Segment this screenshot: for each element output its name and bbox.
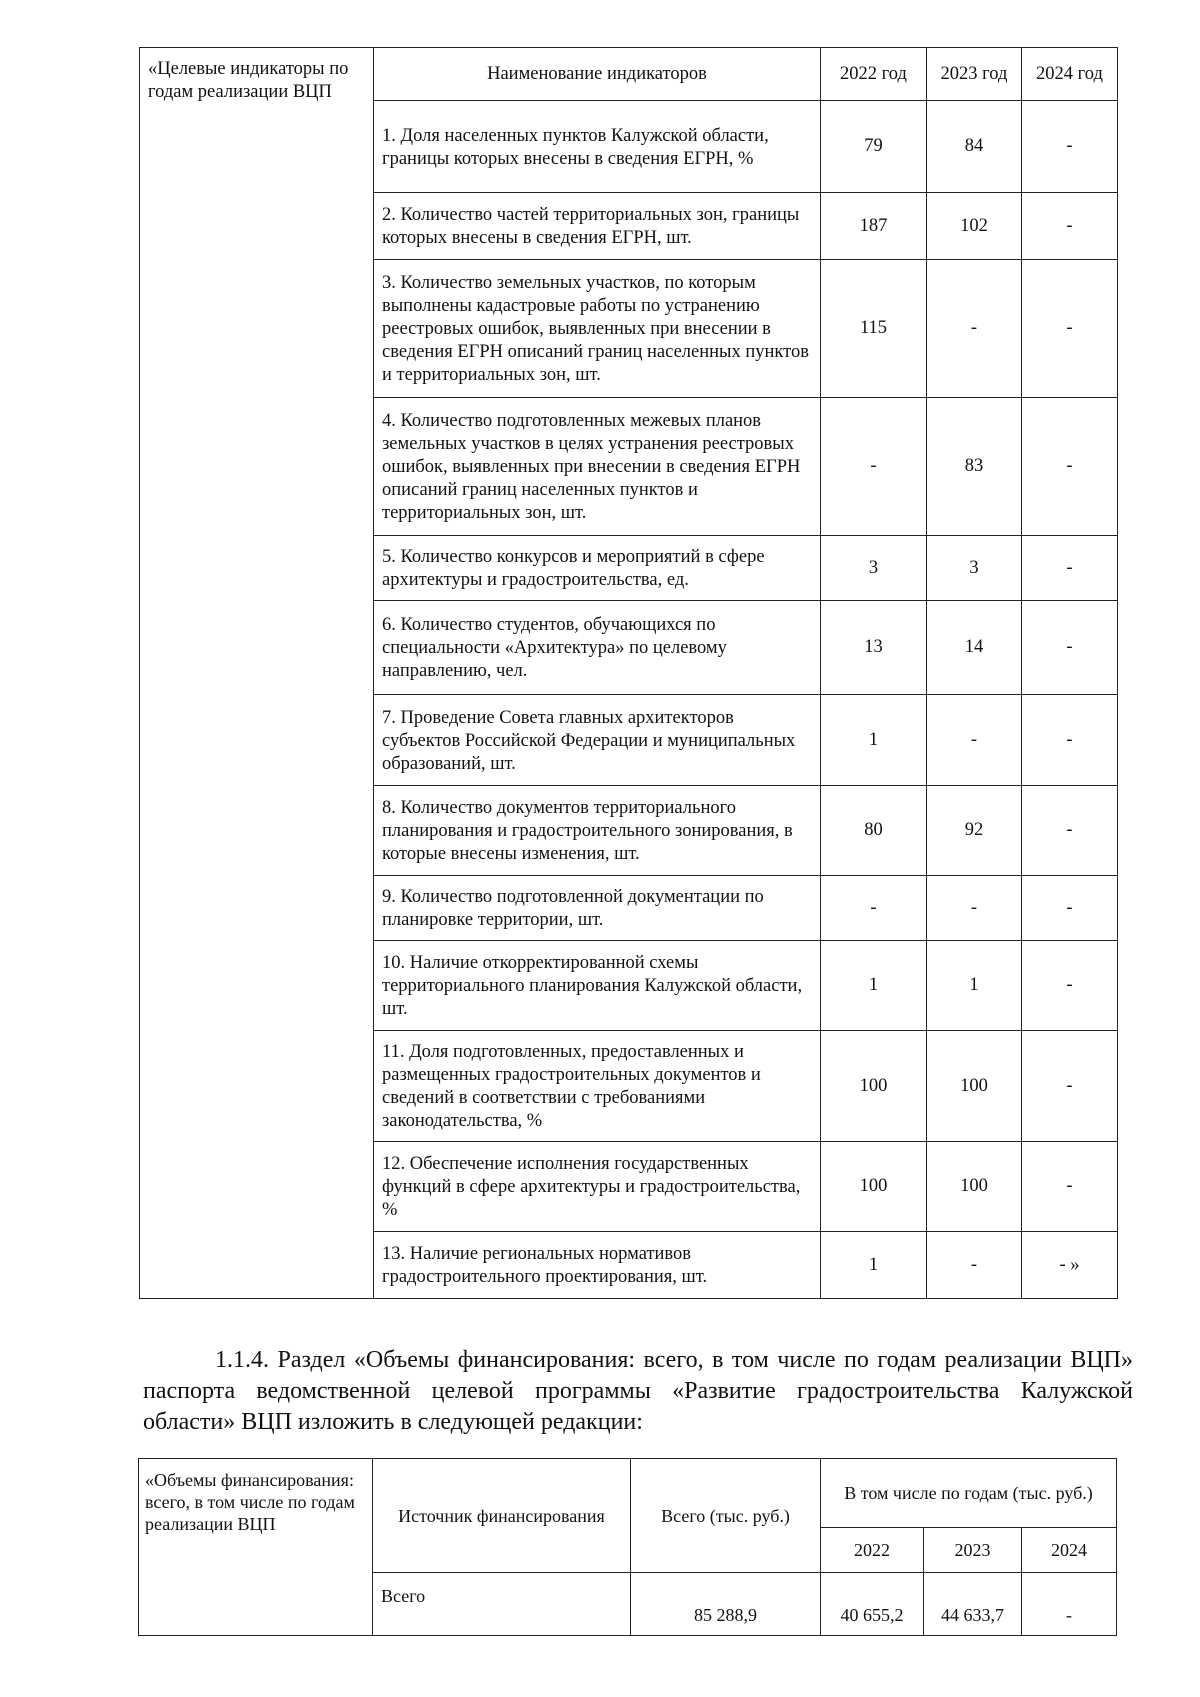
indicator-name: 7. Проведение Совета главных архитекторов субъектов Российской Федерации и муниципальных образований, шт. — [374, 695, 821, 786]
indicator-name: 13. Наличие региональных нормативов градостроительного проектирования, шт. — [374, 1232, 821, 1299]
indicator-value-2024: - — [1022, 1031, 1118, 1142]
indicator-value-2022: 79 — [821, 101, 927, 193]
indicator-value-2024: - — [1022, 601, 1118, 695]
indicator-name: 3. Количество земельных участков, по которым выполнены кадастровые работы по устранению реестровых ошибок, выявленных при внесении в сведения ЕГРН описаний границ населенных пунктов и территориальных зон, шт. — [374, 260, 821, 398]
indicator-value-2024: - — [1022, 193, 1118, 260]
indicators-left-label: «Целевые индикаторы по годам реализации ВЦП — [140, 48, 374, 1299]
header-indicator-name: Наименование индикаторов — [374, 48, 821, 101]
indicator-value-2024: - — [1022, 695, 1118, 786]
indicator-name: 11. Доля подготовленных, предоставленных и размещенных градостроительных документов и сведений в соответствии с требованиями законодательства, % — [374, 1031, 821, 1142]
section-paragraph: 1.1.4. Раздел «Объемы финансирования: всего, в том числе по годам реализации ВЦП» паспорта ведомственной целевой программы «Развитие градостроительства Калужской области» ВЦП изложить в следующей редакции: — [143, 1347, 1133, 1435]
indicator-name: 1. Доля населенных пунктов Калужской области, границы которых внесены в сведения ЕГРН, % — [374, 101, 821, 193]
indicator-value-2022: 1 — [821, 941, 927, 1031]
header-2022: 2022 год — [821, 48, 927, 101]
indicator-value-2023: - — [927, 695, 1022, 786]
indicator-value-2022: 115 — [821, 260, 927, 398]
indicator-value-2022: 100 — [821, 1142, 927, 1232]
indicator-value-2023: - — [927, 260, 1022, 398]
indicator-value-2022: 3 — [821, 536, 927, 601]
indicator-value-2022: 80 — [821, 786, 927, 876]
indicators-header-row — [140, 48, 1118, 101]
indicator-value-2024: - — [1022, 876, 1118, 941]
indicator-name: 2. Количество частей территориальных зон, границы которых внесены в сведения ЕГРН, шт. — [374, 193, 821, 260]
financing-source-cell: Всего — [373, 1573, 631, 1636]
financing-left-label: «Объемы финансирования: всего, в том числе по годам реализации ВЦП — [139, 1459, 373, 1636]
indicator-value-2024: - — [1022, 398, 1118, 536]
indicator-value-2023: 14 — [927, 601, 1022, 695]
indicator-value-2023: 3 — [927, 536, 1022, 601]
header-financing-source: Источник финансирования — [373, 1459, 631, 1573]
header-2023: 2023 год — [927, 48, 1022, 101]
indicator-value-2023: - — [927, 876, 1022, 941]
indicator-value-2023: 83 — [927, 398, 1022, 536]
indicator-value-2024: - — [1022, 536, 1118, 601]
indicator-value-2022: 13 — [821, 601, 927, 695]
header-years-group: В том числе по годам (тыс. руб.) — [821, 1459, 1117, 1528]
header-2024: 2024 год — [1022, 48, 1118, 101]
indicator-value-2024: - » — [1022, 1232, 1118, 1299]
indicator-value-2023: 100 — [927, 1031, 1022, 1142]
indicator-value-2022: 100 — [821, 1031, 927, 1142]
indicator-name: 6. Количество студентов, обучающихся по специальности «Архитектура» по целевому направлению, чел. — [374, 601, 821, 695]
indicator-name: 10. Наличие откорректированной схемы территориального планирования Калужской области, шт. — [374, 941, 821, 1031]
indicator-name: 9. Количество подготовленной документации по планировке территории, шт. — [374, 876, 821, 941]
indicator-value-2022: 1 — [821, 695, 927, 786]
header-year-2023: 2023 — [924, 1528, 1022, 1573]
financing-table — [138, 1458, 1117, 1636]
indicator-value-2023: 84 — [927, 101, 1022, 193]
indicator-value-2023: - — [927, 1232, 1022, 1299]
header-financing-total: Всего (тыс. руб.) — [631, 1459, 821, 1573]
indicator-value-2022: 187 — [821, 193, 927, 260]
indicator-value-2024: - — [1022, 941, 1118, 1031]
indicator-value-2022: - — [821, 876, 927, 941]
financing-2022-cell: 40 655,2 — [821, 1573, 924, 1636]
indicator-value-2023: 92 — [927, 786, 1022, 876]
financing-2023-cell: 44 633,7 — [924, 1573, 1022, 1636]
financing-header-row-1 — [139, 1459, 1117, 1528]
header-year-2022: 2022 — [821, 1528, 924, 1573]
financing-2024-cell: - — [1022, 1573, 1117, 1636]
indicator-value-2023: 100 — [927, 1142, 1022, 1232]
indicator-name: 12. Обеспечение исполнения государственных функций в сфере архитектуры и градостроительства, % — [374, 1142, 821, 1232]
indicator-value-2022: - — [821, 398, 927, 536]
indicator-value-2023: 102 — [927, 193, 1022, 260]
indicator-value-2022: 1 — [821, 1232, 927, 1299]
indicator-value-2023: 1 — [927, 941, 1022, 1031]
header-year-2024: 2024 — [1022, 1528, 1117, 1573]
indicator-name: 4. Количество подготовленных межевых планов земельных участков в целях устранения реестровых ошибок, выявленных при внесении в сведения ЕГРН описаний границ населенных пунктов и территориальных зон, шт. — [374, 398, 821, 536]
indicator-value-2024: - — [1022, 260, 1118, 398]
indicator-name: 8. Количество документов территориального планирования и градостроительного зонирования, в которые внесены изменения, шт. — [374, 786, 821, 876]
indicator-value-2024: - — [1022, 101, 1118, 193]
indicators-table — [139, 47, 1118, 1299]
indicator-value-2024: - — [1022, 1142, 1118, 1232]
indicator-value-2024: - — [1022, 786, 1118, 876]
financing-total-cell: 85 288,9 — [631, 1573, 821, 1636]
indicator-name: 5. Количество конкурсов и мероприятий в сфере архитектуры и градостроительства, ед. — [374, 536, 821, 601]
